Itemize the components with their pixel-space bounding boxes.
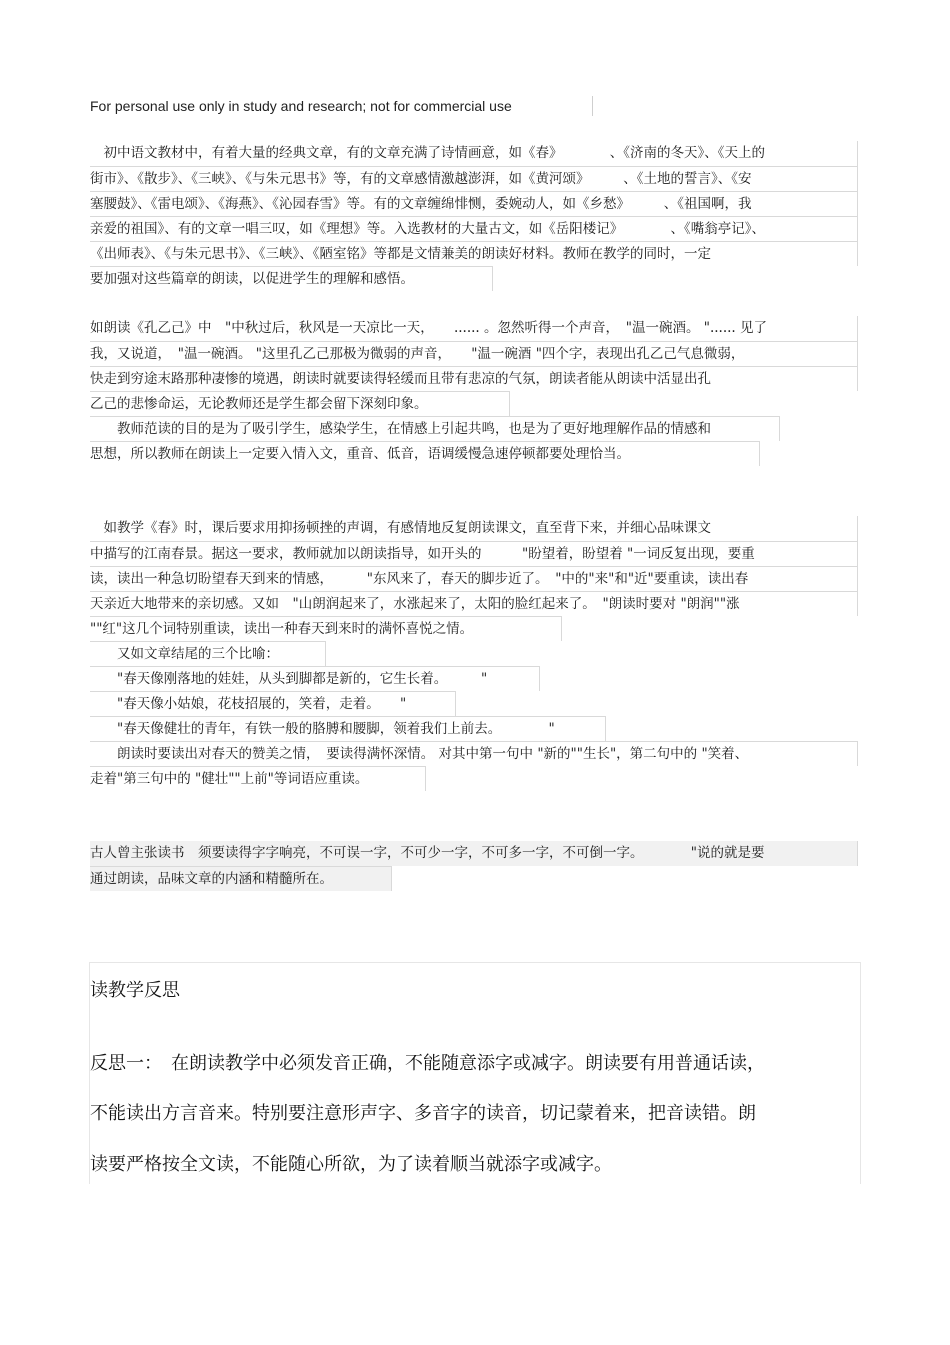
- s3-line-11: 走着"第三句中的 "健壮""上前"等词语应重读。: [90, 766, 426, 791]
- s3-line-10: 朗读时要读出对春天的赞美之情， 要读得满怀深情。 对其中第一句中 "新的""生长"，第二句中的 "笑着、: [90, 741, 858, 766]
- s2-line-4: 乙己的悲惨命运，无论教师还是学生都会留下深刻印象。: [90, 391, 510, 416]
- reflection-line-3: 读要严格按全文读，不能随心所欲，为了读着顺当就添字或减字。: [90, 1154, 612, 1175]
- reflection-title: 读教学反思: [90, 980, 180, 1001]
- s2-line-3: 快走到穷途末路那种凄惨的境遇，朗读时就要读得轻缓而且带有悲凉的气氛，朗读者能从朗读中活显出孔: [90, 366, 858, 391]
- s3-line-9: "春天像健壮的青年，有铁一般的胳膊和腰脚，领着我们上前去。 ": [90, 716, 606, 741]
- s4-line-2: 通过朗读，品味文章的内涵和精髓所在。: [90, 866, 392, 891]
- s1-line-6: 要加强对这些篇章的朗读，以促进学生的理解和感悟。: [90, 266, 493, 291]
- s3-line-6: 又如文章结尾的三个比喻：: [90, 641, 326, 666]
- header-divider: [592, 96, 593, 116]
- s1-line-2: 街市》、《散步》、《三峡》、《与朱元思书》等，有的文章感情激越澎湃，如《黄河颂》 、《土地的誓言》、《安: [90, 166, 858, 191]
- s1-line-4: 亲爱的祖国》、有的文章一唱三叹，如《理想》等。入选教材的大量古文，如《岳阳楼记》 、《嘴翁亭记》、: [90, 216, 858, 241]
- s2-line-1: 如朗读《孔乙己》中 "中秋过后，秋风是一天凉比一天， ...... 。忽然听得一个声音， "温一碗酒。 "...... 见了: [90, 316, 858, 341]
- s2-line-2: 我，又说道， "温一碗酒。 "这里孔乙己那极为微弱的声音， "温一碗酒 "四个字，表现出孔乙己气息微弱，: [90, 341, 858, 366]
- s4-line-1: 古人曾主张读书 须要读得字字响亮，不可误一字，不可少一字，不可多一字，不可倒一字。 "说的就是要: [90, 841, 858, 866]
- s3-line-3: 读，读出一种急切盼望春天到来的情感， "东风来了，春天的脚步近了。 "中的"来"和"近"要重读，读出春: [90, 566, 858, 591]
- s1-line-3: 塞腰鼓》、《雷电颂》、《海燕》、《沁园春雪》等。有的文章缠绵悱恻，委婉动人，如《乡愁》 、《祖国啊，我: [90, 191, 858, 216]
- s3-line-4: 天亲近大地带来的亲切感。又如 "山朗润起来了，水涨起来了，太阳的脸红起来了。 "朗读时要对 "朗润""涨: [90, 591, 858, 616]
- s3-line-5: ""红"这几个词特别重读，读出一种春天到来时的满怀喜悦之情。: [90, 616, 562, 641]
- s1-line-1: 初中语文教材中，有着大量的经典文章，有的文章充满了诗情画意，如《春》 、《济南的冬天》、《天上的: [90, 141, 858, 166]
- s3-line-1: 如教学《春》时，课后要求用抑扬顿挫的声调，有感情地反复朗读课文，直至背下来，并细心品味课文: [90, 516, 858, 541]
- reflection-line-2: 不能读出方言音来。特别要注意形声字、多音字的读音，切记蒙着来，把音读错。朗: [90, 1103, 756, 1124]
- s3-line-7: "春天像刚落地的娃娃，从头到脚都是新的，它生长着。 ": [90, 666, 540, 691]
- s3-line-8: "春天像小姑娘，花枝招展的，笑着，走着。 ": [90, 691, 456, 716]
- s1-line-5: 《出师表》、《与朱元思书》、《三峡》、《陋室铭》等都是文情兼美的朗读好材料。教师在教学的同时，一定: [90, 241, 858, 266]
- s3-line-2: 中描写的江南春景。据这一要求，教师就加以朗读指导，如开头的 "盼望着，盼望着 "一词反复出现，要重: [90, 541, 858, 566]
- copyright-notice: For personal use only in study and research; not for commercial use: [90, 98, 512, 114]
- reflection-line-1: 反思一： 在朗读教学中必须发音正确，不能随意添字或减字。朗读要有用普通话读，: [90, 1053, 765, 1074]
- s2-line-5: 教师范读的目的是为了吸引学生，感染学生，在情感上引起共鸣，也是为了更好地理解作品的情感和: [90, 416, 780, 441]
- s2-line-6: 思想，所以教师在朗读上一定要入情入文，重音、低音，语调缓慢急速停顿都要处理恰当。: [90, 441, 760, 466]
